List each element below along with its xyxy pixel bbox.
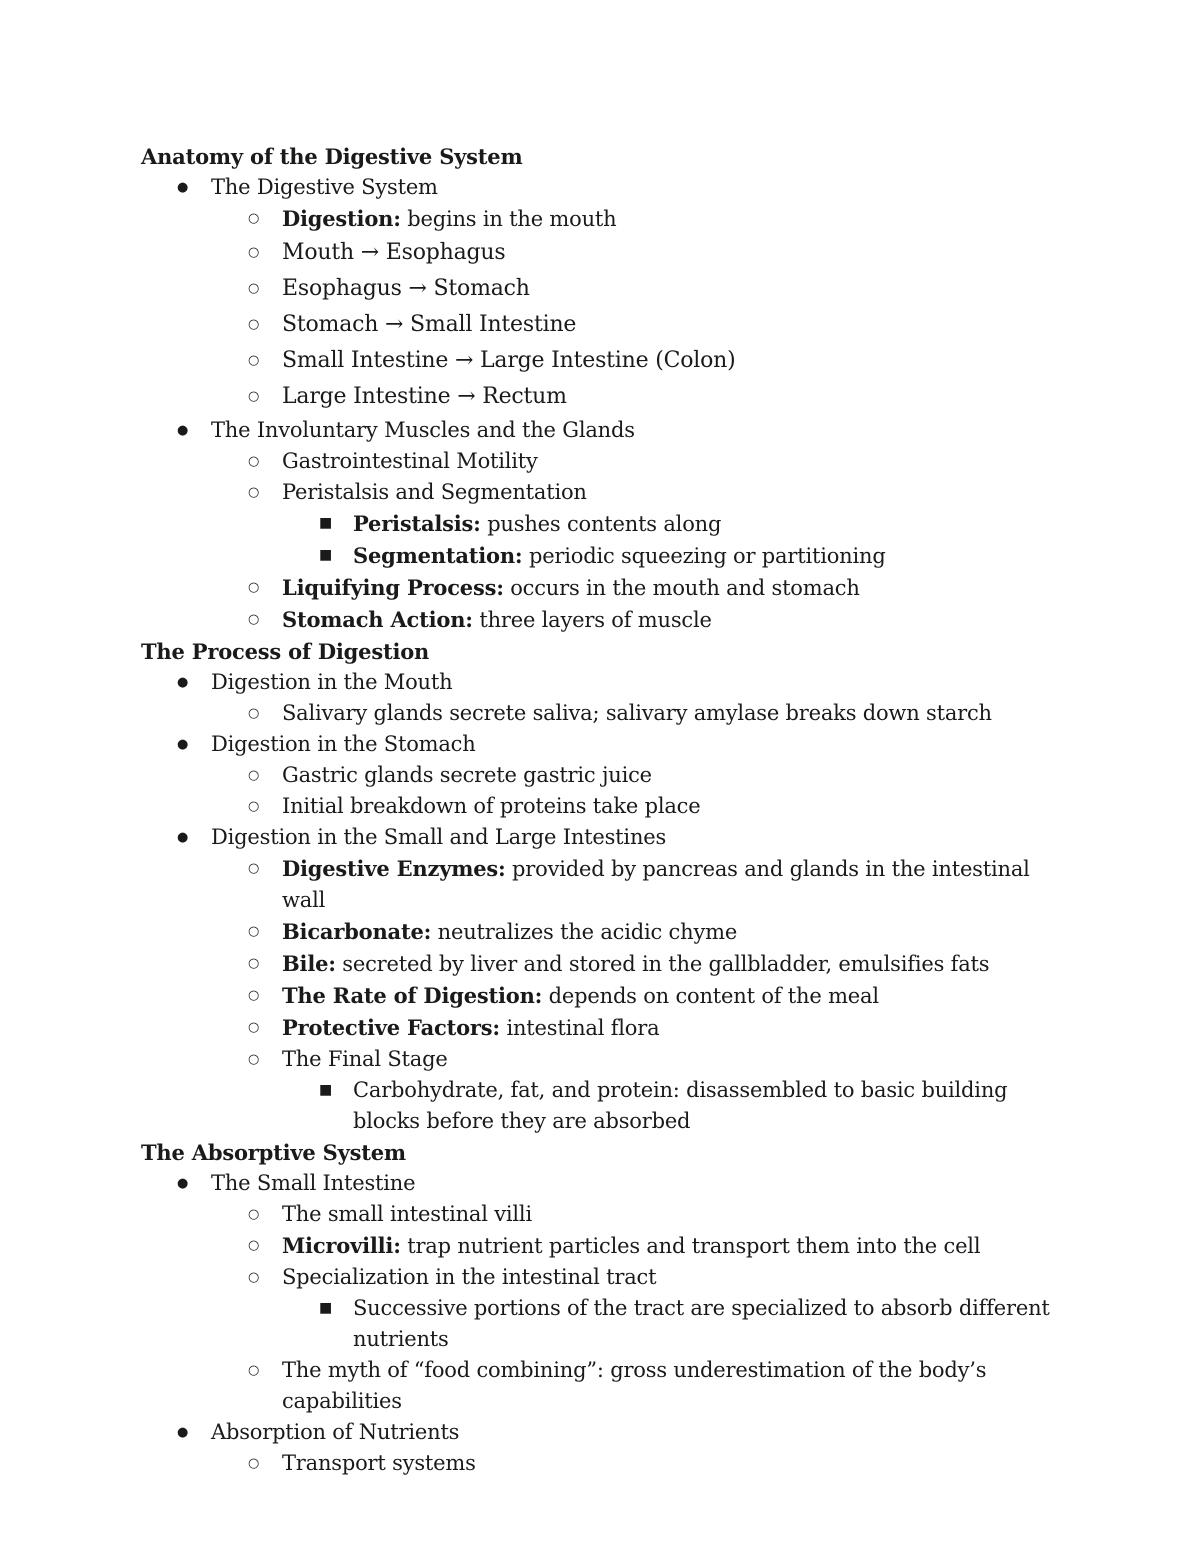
list-item: ○ Bile: secreted by liver and stored in the gallbladder, emulsifies fats bbox=[141, 948, 1051, 980]
document-body bbox=[141, 141, 1051, 1479]
list-item: ■ Segmentation: periodic squeezing or partitioning bbox=[141, 540, 1051, 572]
list-item: ○ Small Intestine → Large Intestine (Colon) bbox=[141, 343, 1051, 379]
bullet-square-icon: ■ bbox=[319, 1300, 333, 1316]
list-item: ○ Gastrointestinal Motility bbox=[141, 446, 1051, 477]
list-item: ● The Involuntary Muscles and the Glands bbox=[141, 415, 1051, 446]
list-item: ○ Microvilli: trap nutrient particles and transport them into the cell bbox=[141, 1230, 1051, 1262]
bullet-circle-icon: ○ bbox=[248, 799, 260, 814]
list-item: ● Digestion in the Small and Large Intestines bbox=[141, 822, 1051, 853]
bullet-circle-icon: ○ bbox=[248, 861, 260, 876]
list-item: ○ Stomach Action: three layers of muscle bbox=[141, 604, 1051, 636]
list-item: ○ Specialization in the intestinal tract bbox=[141, 1262, 1051, 1293]
bullet-circle-icon: ○ bbox=[248, 768, 260, 783]
bullet-circle-icon: ○ bbox=[248, 612, 260, 627]
list-item: ○ The small intestinal villi bbox=[141, 1199, 1051, 1230]
bullet-circle-icon: ○ bbox=[248, 1238, 260, 1253]
bullet-circle-icon: ○ bbox=[248, 924, 260, 939]
list-item: ○ Esophagus → Stomach bbox=[141, 271, 1051, 307]
bullet-disc-icon: ● bbox=[177, 830, 189, 845]
bullet-disc-icon: ● bbox=[177, 180, 189, 195]
bullet-square-icon: ■ bbox=[319, 547, 333, 563]
bullet-circle-icon: ○ bbox=[248, 317, 260, 332]
bullet-circle-icon: ○ bbox=[248, 245, 260, 260]
bullet-circle-icon: ○ bbox=[248, 1020, 260, 1035]
list-item: ● Digestion in the Mouth bbox=[141, 667, 1051, 698]
bullet-circle-icon: ○ bbox=[248, 956, 260, 971]
bullet-square-icon: ■ bbox=[319, 1082, 333, 1098]
list-item: ○ The Final Stage bbox=[141, 1044, 1051, 1075]
bullet-circle-icon: ○ bbox=[248, 1363, 260, 1378]
bullet-disc-icon: ● bbox=[177, 737, 189, 752]
list-item: ○ Peristalsis and Segmentation bbox=[141, 477, 1051, 508]
bullet-circle-icon: ○ bbox=[248, 1052, 260, 1067]
list-item: ○ Bicarbonate: neutralizes the acidic chyme bbox=[141, 916, 1051, 948]
list-item: ○ Stomach → Small Intestine bbox=[141, 307, 1051, 343]
list-item: ○ Transport systems bbox=[141, 1448, 1051, 1479]
list-item: ○ Salivary glands secrete saliva; salivary amylase breaks down starch bbox=[141, 698, 1051, 729]
section-heading: The Absorptive System bbox=[141, 1140, 406, 1165]
list-item: ○ Liquifying Process: occurs in the mouth and stomach bbox=[141, 572, 1051, 604]
bullet-disc-icon: ● bbox=[177, 675, 189, 690]
bullet-square-icon: ■ bbox=[319, 515, 333, 531]
list-item: ○ The Rate of Digestion: depends on content of the meal bbox=[141, 980, 1051, 1012]
list-item: ○ Protective Factors: intestinal flora bbox=[141, 1012, 1051, 1044]
bullet-circle-icon: ○ bbox=[248, 1270, 260, 1285]
list-item: ● The Digestive System bbox=[141, 172, 1051, 203]
list-item: ■ Carbohydrate, fat, and protein: disassembled to basic building blocks before they are absorbed bbox=[141, 1075, 1051, 1137]
bullet-circle-icon: ○ bbox=[248, 706, 260, 721]
bullet-disc-icon: ● bbox=[177, 423, 189, 438]
bullet-circle-icon: ○ bbox=[248, 1207, 260, 1222]
list-item: ● Digestion in the Stomach bbox=[141, 729, 1051, 760]
list-item: ● Absorption of Nutrients bbox=[141, 1417, 1051, 1448]
section-heading: Anatomy of the Digestive System bbox=[141, 144, 523, 169]
bullet-disc-icon: ● bbox=[177, 1425, 189, 1440]
list-item: ○ Digestive Enzymes: provided by pancreas and glands in the intestinal wall bbox=[141, 853, 1051, 916]
bullet-circle-icon: ○ bbox=[248, 454, 260, 469]
list-item: ● The Small Intestine bbox=[141, 1168, 1051, 1199]
list-item: ○ Large Intestine → Rectum bbox=[141, 379, 1051, 415]
bullet-circle-icon: ○ bbox=[248, 389, 260, 404]
list-item: ■ Peristalsis: pushes contents along bbox=[141, 508, 1051, 540]
bullet-circle-icon: ○ bbox=[248, 353, 260, 368]
list-item: ○ The myth of “food combining”: gross underestimation of the body’s capabilities bbox=[141, 1355, 1051, 1417]
bullet-circle-icon: ○ bbox=[248, 211, 260, 226]
list-item: ○ Initial breakdown of proteins take place bbox=[141, 791, 1051, 822]
list-item: ○ Mouth → Esophagus bbox=[141, 235, 1051, 271]
bullet-circle-icon: ○ bbox=[248, 485, 260, 500]
bullet-circle-icon: ○ bbox=[248, 580, 260, 595]
list-item: ○ Gastric glands secrete gastric juice bbox=[141, 760, 1051, 791]
list-item: ○ Digestion: begins in the mouth bbox=[141, 203, 1051, 235]
bullet-circle-icon: ○ bbox=[248, 1456, 260, 1471]
bullet-disc-icon: ● bbox=[177, 1176, 189, 1191]
section-heading: The Process of Digestion bbox=[141, 639, 430, 664]
list-item: ■ Successive portions of the tract are specialized to absorb different nutrients bbox=[141, 1293, 1051, 1355]
bullet-circle-icon: ○ bbox=[248, 988, 260, 1003]
bullet-circle-icon: ○ bbox=[248, 281, 260, 296]
